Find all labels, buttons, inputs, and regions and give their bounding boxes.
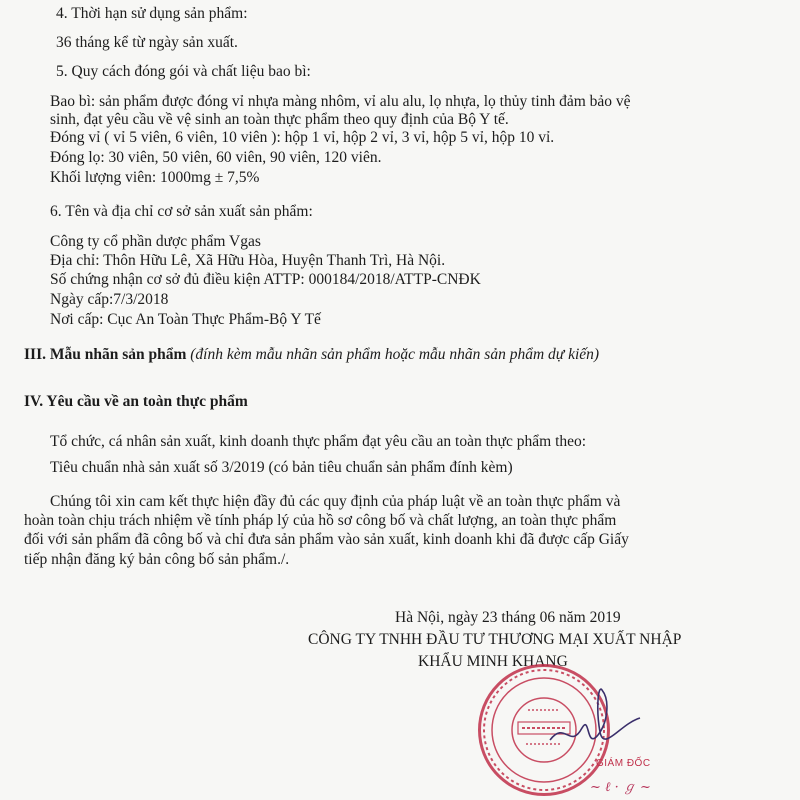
- item5-line1: Bao bì: sản phẩm được đóng vỉ nhựa màng nhôm, vỉ alu alu, lọ nhựa, lọ thủy tinh đảm bảo vệ: [50, 93, 631, 110]
- item6-line3: Số chứng nhận cơ sở đủ điều kiện ATTP: 000184/2018/ATTP-CNĐK: [50, 271, 481, 288]
- item6-line1: Công ty cổ phần dược phẩm Vgas: [50, 233, 261, 250]
- item5-line5: Khối lượng viên: 1000mg ± 7,5%: [50, 169, 260, 186]
- place-date: Hà Nội, ngày 23 tháng 06 năm 2019: [395, 609, 621, 626]
- section3-title: III. Mẫu nhãn sản phẩm: [24, 346, 187, 363]
- section3-note: (đính kèm mẫu nhãn sản phẩm hoặc mẫu nhãn sản phẩm dự kiến): [190, 346, 600, 363]
- stamp-signature-name: ~ ℓ · ℊ ~: [590, 780, 651, 795]
- item6-line4: Ngày cấp:7/3/2018: [50, 291, 169, 308]
- item5-line2: sinh, đạt yêu cầu về vệ sinh an toàn thực phẩm theo quy định của Bộ Y tế.: [50, 111, 509, 128]
- section4-title: IV. Yêu cầu về an toàn thực phẩm: [24, 393, 248, 410]
- company-name-line1: CÔNG TY TNHH ĐẦU TƯ THƯƠNG MẠI XUẤT NHẬP: [308, 631, 682, 648]
- commit-line3: đối với sản phẩm đã công bố và chỉ đưa sản phẩm vào sản xuất, kinh doanh khi đã được cấp Giấy: [24, 531, 629, 548]
- item6-line5: Nơi cấp: Cục An Toàn Thực Phẩm-Bộ Y Tế: [50, 311, 321, 328]
- commit-line1: Chúng tôi xin cam kết thực hiện đầy đủ các quy định của pháp luật về an toàn thực phẩm và: [50, 493, 621, 510]
- item6-title: 6. Tên và địa chỉ cơ sở sản xuất sản phẩm:: [50, 203, 313, 220]
- item5-line4: Đóng lọ: 30 viên, 50 viên, 60 viên, 90 viên, 120 viên.: [50, 149, 382, 166]
- item6-line2: Địa chỉ: Thôn Hữu Lê, Xã Hữu Hòa, Huyện Thanh Trì, Hà Nội.: [50, 252, 446, 269]
- company-name-line2: KHẨU MINH KHANG: [418, 653, 568, 670]
- section4-line1: Tổ chức, cá nhân sản xuất, kinh doanh thực phẩm đạt yêu cầu an toàn thực phẩm theo:: [50, 433, 587, 450]
- item5-line3: Đóng vỉ ( vỉ 5 viên, 6 viên, 10 viên ): hộp 1 vỉ, hộp 2 vỉ, 3 vỉ, hộp 5 vỉ, hộp 10 vỉ.: [50, 129, 555, 146]
- item4-text: 36 tháng kể từ ngày sản xuất.: [56, 34, 238, 51]
- commit-line4: tiếp nhận đăng ký bản công bố sản phẩm./.: [24, 551, 290, 568]
- signature-graphic: [540, 680, 660, 760]
- commit-line2: hoàn toàn chịu trách nhiệm về tính pháp lý của hồ sơ công bố và chất lượng, an toàn thực phẩm: [24, 512, 617, 529]
- item4-title: 4. Thời hạn sử dụng sản phẩm:: [56, 5, 248, 22]
- item5-title: 5. Quy cách đóng gói và chất liệu bao bì:: [56, 63, 311, 80]
- section3-heading: [24, 345, 599, 365]
- section4-line2: Tiêu chuẩn nhà sản xuất số 3/2019 (có bản tiêu chuẩn sản phẩm đính kèm): [50, 459, 513, 476]
- stamp-title: GIÁM ĐỐC: [596, 758, 651, 769]
